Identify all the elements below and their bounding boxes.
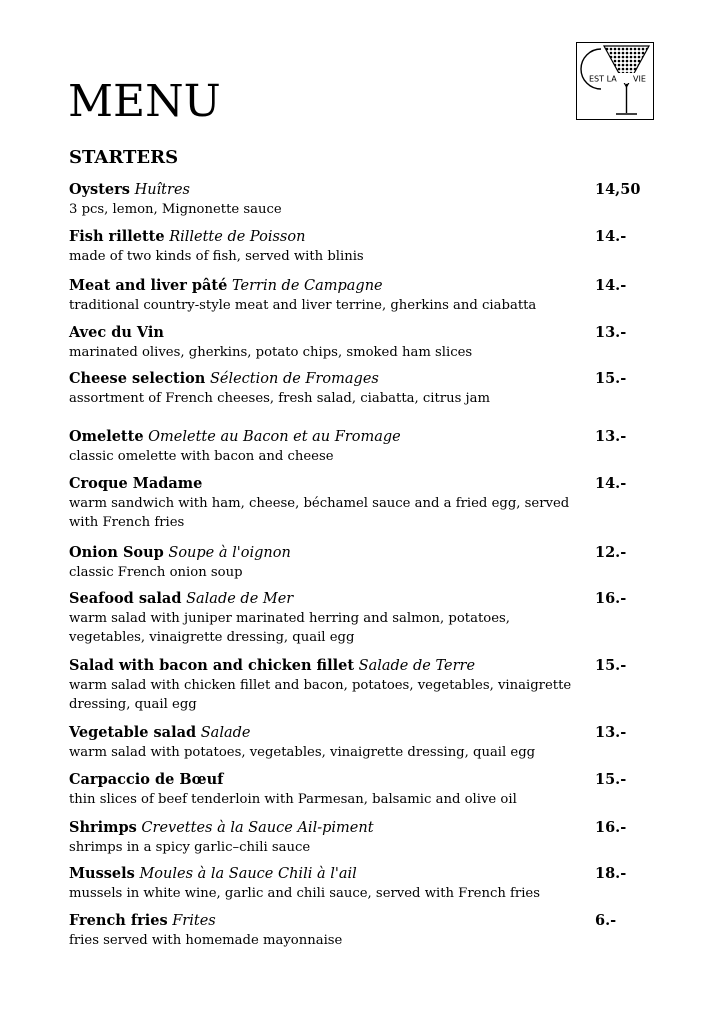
menu-item-french-name: Moules à la Sauce Chili à l'ail bbox=[139, 866, 357, 882]
menu-item-french-name: Omelette au Bacon et au Fromage bbox=[148, 429, 401, 445]
menu-item-name-line bbox=[69, 543, 669, 563]
menu-item bbox=[69, 589, 669, 647]
menu-item-price: 13.- bbox=[595, 324, 627, 341]
menu-item-name: Omelette bbox=[69, 428, 144, 445]
menu-item-name: Cheese selection bbox=[69, 370, 206, 387]
menu-item bbox=[69, 864, 669, 903]
menu-item-name-line bbox=[69, 227, 669, 247]
menu-item-description: shrimps in a spicy garlic–chili sauce bbox=[69, 840, 311, 855]
menu-item-name-line bbox=[69, 818, 669, 838]
menu-item bbox=[69, 323, 669, 362]
menu-item-price: 14,50 bbox=[595, 181, 641, 198]
menu-item-name-line bbox=[69, 276, 669, 296]
menu-item-name: Meat and liver pâté bbox=[69, 277, 228, 294]
menu-item-french-name: Huîtres bbox=[134, 182, 190, 198]
menu-item-price: 14.- bbox=[595, 228, 627, 245]
menu-item bbox=[69, 656, 669, 714]
menu-item-name-line bbox=[69, 864, 669, 884]
menu-item-description: thin slices of beef tenderloin with Parmesan, balsamic and olive oil bbox=[69, 792, 517, 807]
menu-item-french-name: Soupe à l'oignon bbox=[168, 545, 291, 561]
restaurant-logo bbox=[576, 42, 654, 120]
menu-item-price: 14.- bbox=[595, 475, 627, 492]
cocktail-glass-icon bbox=[577, 43, 652, 118]
menu-item-name-line bbox=[69, 911, 669, 931]
menu-item-french-name: Rillette de Poisson bbox=[169, 229, 306, 245]
logo-text-vie: VIE bbox=[633, 74, 646, 84]
menu-item-description: mussels in white wine, garlic and chili sauce, served with French fries bbox=[69, 886, 540, 901]
menu-item-description: made of two kinds of fish, served with blinis bbox=[69, 249, 364, 264]
menu-item-description: warm salad with chicken fillet and bacon, potatoes, vegetables, vinaigrette dressing, quail egg bbox=[69, 678, 572, 712]
menu-item-price: 6.- bbox=[595, 912, 617, 929]
menu-item bbox=[69, 474, 669, 532]
menu-item-price: 15.- bbox=[595, 370, 627, 387]
menu-item-description: traditional country-style meat and liver terrine, gherkins and ciabatta bbox=[69, 298, 537, 313]
menu-item-name-line bbox=[69, 589, 669, 609]
menu-item bbox=[69, 543, 669, 582]
menu-item-french-name: Terrin de Campagne bbox=[231, 278, 383, 294]
menu-item-name-line bbox=[69, 427, 669, 447]
menu-item-name-line bbox=[69, 180, 669, 200]
menu-item-name: Fish rillette bbox=[69, 228, 165, 245]
menu-item-name: Avec du Vin bbox=[69, 324, 164, 341]
page-title: MENU bbox=[68, 76, 221, 127]
menu-item-french-name: Salade bbox=[200, 725, 251, 741]
menu-item-description: warm salad with juniper marinated herring and salmon, potatoes, vegetables, vinaigrette dressing, quail egg bbox=[69, 611, 510, 645]
menu-item-name: Shrimps bbox=[69, 819, 137, 836]
menu-item-description: 3 pcs, lemon, Mignonette sauce bbox=[69, 202, 282, 217]
menu-item-name: Vegetable salad bbox=[69, 724, 197, 741]
menu-item bbox=[69, 723, 669, 762]
menu-item-description: warm salad with potatoes, vegetables, vinaigrette dressing, quail egg bbox=[69, 745, 536, 760]
menu-item-name: French fries bbox=[69, 912, 168, 929]
menu-item-name-line bbox=[69, 369, 669, 389]
menu-item bbox=[69, 276, 669, 315]
logo-text-est: EST LA bbox=[589, 74, 617, 84]
menu-item-price: 15.- bbox=[595, 771, 627, 788]
menu-item bbox=[69, 818, 669, 857]
menu-item bbox=[69, 427, 669, 466]
menu-item bbox=[69, 369, 669, 408]
section-heading: STARTERS bbox=[69, 147, 179, 168]
menu-item-description: fries served with homemade mayonnaise bbox=[69, 933, 343, 948]
menu-item-name-line bbox=[69, 474, 669, 494]
menu-item-name: Seafood salad bbox=[69, 590, 182, 607]
menu-item bbox=[69, 180, 669, 219]
menu-item-description: assortment of French cheeses, fresh salad, ciabatta, citrus jam bbox=[69, 391, 490, 406]
menu-item bbox=[69, 911, 669, 950]
menu-item-french-name: Salade de Terre bbox=[358, 658, 476, 674]
menu-item-price: 15.- bbox=[595, 657, 627, 674]
menu-item-name: Mussels bbox=[69, 865, 135, 882]
menu-item-description: warm sandwich with ham, cheese, béchamel sauce and a fried egg, served with French fries bbox=[69, 496, 570, 530]
menu-item-name: Croque Madame bbox=[69, 475, 203, 492]
logo-text-c: C bbox=[580, 57, 581, 58]
menu-item-french-name: Frites bbox=[172, 913, 216, 929]
menu-item-french-name: Sélection de Fromages bbox=[209, 371, 379, 387]
menu-item-price: 16.- bbox=[595, 819, 627, 836]
menu-item-price: 16.- bbox=[595, 590, 627, 607]
menu-item-name: Oysters bbox=[69, 181, 130, 198]
menu-item bbox=[69, 227, 669, 266]
menu-item-name: Onion Soup bbox=[69, 544, 164, 561]
menu-item-description: marinated olives, gherkins, potato chips, smoked ham slices bbox=[69, 345, 473, 360]
menu-item-french-name: Salade de Mer bbox=[186, 591, 294, 607]
menu-item bbox=[69, 770, 669, 809]
menu-item-price: 14.- bbox=[595, 277, 627, 294]
menu-item-price: 13.- bbox=[595, 724, 627, 741]
menu-item-description: classic French onion soup bbox=[69, 565, 243, 580]
menu-item-price: 13.- bbox=[595, 428, 627, 445]
menu-item-french-name: Crevettes à la Sauce Ail-piment bbox=[141, 820, 374, 836]
menu-item-name-line bbox=[69, 770, 669, 790]
menu-item-name-line bbox=[69, 323, 669, 343]
menu-item-name: Salad with bacon and chicken fillet bbox=[69, 657, 355, 674]
menu-item-description: classic omelette with bacon and cheese bbox=[69, 449, 334, 464]
menu-item-price: 12.- bbox=[595, 544, 627, 561]
menu-item-price: 18.- bbox=[595, 865, 627, 882]
menu-item-name-line bbox=[69, 723, 669, 743]
menu-item-name-line bbox=[69, 656, 669, 676]
menu-item-name: Carpaccio de Bœuf bbox=[69, 771, 224, 788]
